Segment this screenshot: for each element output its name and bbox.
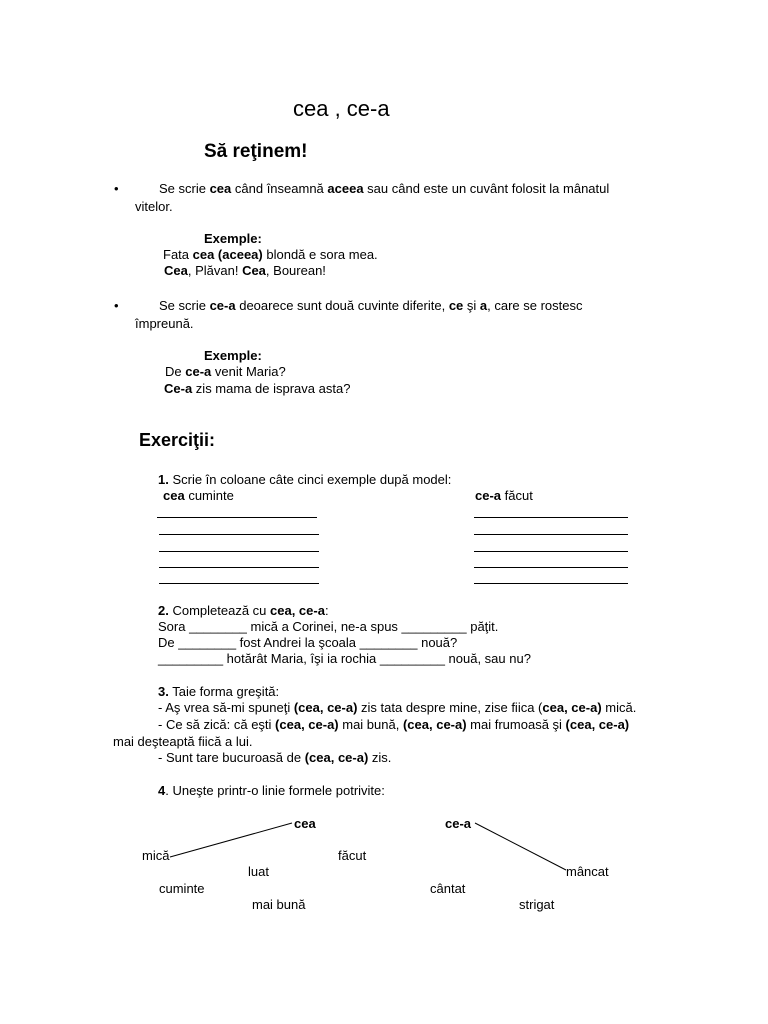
ex3-choice: (cea, ce-a): [565, 717, 630, 732]
ex4-word-mai-buna: mai bună: [252, 897, 306, 912]
ex4-text: . Uneşte printr-o linie formele potrivite:: [165, 783, 385, 798]
ex4-head-cea: [294, 816, 316, 832]
ex4-word-mica: mică: [142, 848, 170, 863]
ex-text: zis mama de isprava asta?: [192, 381, 351, 396]
ex3-text: mai bună,: [338, 717, 403, 732]
ex-text: Fata: [163, 247, 193, 262]
ex3-text: - Ce să zică: că eşti: [158, 717, 276, 732]
bullet-2: •: [114, 298, 119, 313]
ex3-choice: (cea, ce-a): [304, 750, 369, 765]
ex3-text: mai frumoasă şi: [466, 717, 566, 732]
model-rest: cuminte: [184, 488, 234, 503]
model-rest: făcut: [501, 488, 533, 503]
ex4-word-cantat: cântat: [430, 881, 466, 896]
ex3-text: - Aş vrea să-mi spuneţi: [158, 700, 294, 715]
ex3-choice: (cea, ce-a): [275, 717, 339, 732]
rule1-mid1: când înseamnă: [231, 181, 328, 196]
ex2-line-3: _________ hotărât Maria, îşi ia rochia _________ nouă, sau nu?: [158, 651, 531, 666]
ex-bold: Ce-a: [164, 381, 193, 396]
ex-bold: cea (aceea): [192, 247, 263, 262]
model-bold: ce-a: [475, 488, 502, 503]
ex4-word-strigat: strigat: [519, 897, 555, 912]
ex2-words: cea, ce-a: [270, 603, 325, 618]
ex3-text: zis.: [368, 750, 392, 765]
ex3-choice: (cea, ce-a): [293, 700, 358, 715]
ex1-number: 1.: [158, 472, 169, 487]
rule1-word-cea: cea: [209, 181, 232, 196]
rule1-line2: vitelor.: [135, 199, 173, 214]
ex-bold: Cea: [242, 263, 266, 278]
ex-text: venit Maria?: [211, 364, 286, 379]
rule1-prefix: Se scrie: [159, 181, 210, 196]
ex2-number: 2.: [158, 603, 169, 618]
ex2-line-2: De ________ fost Andrei la şcoala ________ nouă?: [158, 635, 458, 650]
page-title: cea , ce-a: [293, 96, 390, 121]
ex4-word-facut: făcut: [338, 848, 367, 863]
rule2-mid2: şi: [463, 298, 480, 313]
ex3-text: mică.: [601, 700, 637, 715]
rule1-mid2: sau când este un cuvânt folosit la mânatul: [363, 181, 610, 196]
rule2-prefix: Se scrie: [159, 298, 210, 313]
ex-text: blondă e sora mea.: [262, 247, 378, 262]
ex3-text: Taie forma greşită:: [168, 684, 280, 699]
ex3-number: 3.: [158, 684, 169, 699]
model-bold: cea: [163, 488, 185, 503]
ex4-number: 4: [158, 783, 166, 798]
ex4-word-luat: luat: [248, 864, 269, 879]
ex2-colon: :: [324, 603, 329, 618]
rule2-word-ce: ce: [448, 298, 464, 313]
ex2-text: Completează cu: [168, 603, 271, 618]
ex4-word-mancat: mâncat: [566, 864, 609, 879]
rule2-word-a: a: [479, 298, 488, 313]
ex-text: De: [165, 364, 186, 379]
ex3-choice: (cea, ce-a): [402, 717, 467, 732]
rule2-mid3: , care se rostesc: [487, 298, 583, 313]
examples-label: Exemple:: [204, 231, 262, 246]
ex-text: , Plăvan!: [187, 263, 243, 278]
ex4-head-ce-a: [445, 816, 471, 832]
examples-label: Exemple:: [204, 348, 262, 363]
ex1-text: Scrie în coloane câte cinci exemple după model:: [168, 472, 452, 487]
head-word: cea: [294, 816, 316, 831]
rule1-word-aceea: aceea: [327, 181, 364, 196]
exercises-heading: Exerciţii:: [139, 430, 216, 450]
ex2-line-1: Sora ________ mică a Corinei, ne-a spus _________ păţit.: [158, 619, 499, 634]
ex-bold: Cea: [164, 263, 188, 278]
ex3-choice: cea, ce-a): [542, 700, 602, 715]
ex3-text: - Sunt tare bucuroasă de: [158, 750, 305, 765]
rule-heading: Să reţinem!: [204, 141, 308, 162]
rule2-mid1: deoarece sunt două cuvinte diferite,: [235, 298, 449, 313]
rule2-line2: împreună.: [135, 316, 194, 331]
ex-bold: ce-a: [185, 364, 212, 379]
ex4-word-cuminte: cuminte: [159, 881, 205, 896]
ex3-line-3: mai deşteaptă fiică a lui.: [113, 734, 253, 749]
match-line-cea-mica: [170, 823, 292, 857]
rule2-word-ce-a: ce-a: [209, 298, 236, 313]
head-word: ce-a: [445, 816, 472, 831]
bullet-1: •: [114, 181, 119, 196]
ex-text: , Bourean!: [265, 263, 326, 278]
match-line-ce-a-mancat: [475, 823, 566, 870]
ex3-text: zis tata despre mine, zise fiica (: [357, 700, 543, 715]
